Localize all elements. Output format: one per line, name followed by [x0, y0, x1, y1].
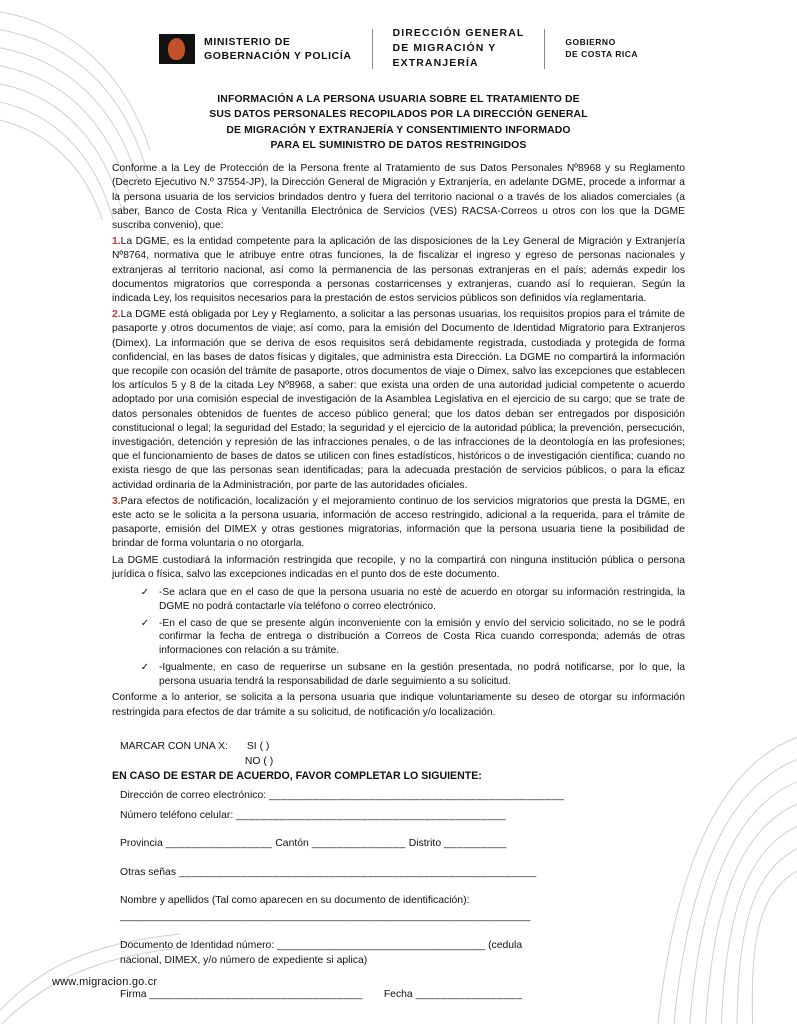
id-field-block[interactable]: [120, 938, 685, 969]
id-input[interactable]: ____________________________________: [277, 939, 486, 951]
title-line-3: DE MIGRACIÓN Y EXTRANJERÍA Y CONSENTIMIENTO INFORMADO: [226, 124, 571, 136]
id-note-2: nacional, DIMEX, y/o número de expediente si aplica): [120, 955, 368, 967]
mark-instruction-row: [120, 739, 685, 754]
bullet-text-1: -Se aclara que en el caso de que la persona usuaria no esté de acuerdo en otorgar su información restringida, la DGME no podrá contactarle vía teléfono o correo electrónico.: [159, 586, 685, 612]
title-line-1: INFORMACIÓN A LA PERSONA USUARIA SOBRE EL TRATAMIENTO DE: [217, 93, 580, 105]
clause-2: [112, 308, 685, 493]
location-field-row[interactable]: [120, 836, 685, 852]
clause-1-text: La DGME, es la entidad competente para la aplicación de las disposiciones de la Ley General de Migración y Extranjería Nº8764, normativa que le atribuye entre otras funciones, la de fiscalizar el ingreso y egreso de personas nacionales y extranjeras al territorio nacional, así como la permanencia de las personas extranjeras en el país; además expedir los documentos migratorios que corresponda a personas costarricenses y extranjeras, cuando así lo requieran. Según la indicada Ley, los requisitos necesarios para la prestación de estos servicios públicos son definidos vía reglamentaria.: [112, 236, 685, 304]
ministry-line-1: MINISTERIO DE: [203, 35, 291, 48]
other-address-row[interactable]: [120, 865, 685, 881]
title-line-2: SUS DATOS PERSONALES RECOPILADOS POR LA DIRECCIÓN GENERAL: [209, 109, 588, 121]
clause-2-number: 2.: [112, 309, 121, 321]
footer-url[interactable]: www.migracion.go.cr: [52, 976, 158, 988]
clause-3b-text: La DGME custodiará la información restringida que recopile, y no la compartirá con ninguna institución pública o persona jurídica o física, salvo las excepciones indicadas en el punto dos de este documento.: [112, 554, 685, 580]
list-item: [140, 661, 685, 689]
clause-1-number: 1.: [112, 236, 121, 248]
name-field-block[interactable]: [120, 893, 685, 924]
dgme-line-1: DIRECCIÓN GENERAL: [392, 27, 525, 39]
signature-row[interactable]: [120, 987, 685, 1003]
clause-1: [112, 235, 685, 306]
checkbox-no[interactable]: NO ( ): [244, 755, 274, 767]
other-label: Otras señas: [120, 866, 177, 878]
date-input[interactable]: _________________: [415, 988, 523, 1000]
other-input[interactable]: _________________________________________________________: [178, 866, 537, 878]
checkmark-icon: ✓: [140, 586, 150, 598]
intro-paragraph: Conforme a la Ley de Protección de la Persona frente al Tratamiento de sus Datos Personales Nº8968 y su Reglamento (Decreto Ejecutivo N.º 37554-JP), la Dirección General de Migración y Extranjería, en adelante DGME, procede a informar a la persona usuaria de los servicios brindados dentro y fuera del territorio nacional o a través de los aliados comerciales (a saber, Banco de Costa Rica y Ventanilla Electrónica de Servicios (VES) RACSA-Correos u otros con los que la DGME suscriba convenio), que:: [112, 163, 685, 231]
dgme-name: [393, 26, 525, 72]
list-item: [140, 617, 685, 658]
list-item: [140, 586, 685, 614]
province-input[interactable]: _________________: [165, 838, 273, 850]
id-note: (cedula: [488, 939, 523, 951]
ministry-name: [204, 35, 352, 63]
closing-paragraph: Conforme a lo anterior, se solicita a la persona usuaria que indique voluntariamente su deseo de otorgar su información restringida para efectos de dar trámite a su solicitud, de notificación y/o localización.: [112, 692, 685, 718]
bullet-text-3: -Igualmente, en caso de requerirse un subsane en la gestión presentada, no podrá notificarse, por lo que, la persona usuaria tendrá la responsabilidad de darle seguimiento a su solicitud.: [159, 661, 685, 687]
province-label: Provincia: [120, 838, 163, 850]
checkbox-yes[interactable]: SI ( ): [246, 740, 270, 752]
checkmark-icon: ✓: [140, 661, 150, 673]
agree-heading: EN CASO DE ESTAR DE ACUERDO, FAVOR COMPLETAR LO SIGUIENTE:: [112, 769, 482, 782]
government-name: [565, 37, 638, 61]
phone-label: Número teléfono celular:: [120, 809, 234, 821]
page-title: [120, 92, 677, 154]
clause-3-text: Para efectos de notificación, localización y el mejoramiento continuo de los servicios migratorios que presta la DGME, en este acto se le solicita a la persona usuaria, información de acceso restringido, adicional a la requerida, para el trámite de pasaporte, emisión del DIMEX y otras gestiones migratorias, información que la persona usuaria tiene la posibilidad de brindar de forma voluntaria o no otorgarla.: [112, 495, 685, 550]
costa-rica-crest-icon: [159, 34, 195, 64]
mark-label: MARCAR CON UNA X:: [120, 740, 228, 752]
name-input[interactable]: _______________________________________________________________________: [120, 910, 531, 922]
mark-no-row: [120, 754, 685, 769]
ministry-line-2: GOBERNACIÓN Y POLICÍA: [203, 49, 352, 62]
consent-form: [112, 730, 685, 1003]
dgme-line-2: DE MIGRACIÓN Y: [392, 42, 497, 55]
ministry-logo-block: [159, 34, 352, 64]
phone-input[interactable]: ___________________________________________: [236, 809, 507, 821]
signature-input[interactable]: __________________________________: [149, 988, 363, 1000]
header-divider-1: [372, 29, 373, 69]
checkmark-icon: ✓: [140, 617, 150, 629]
id-label: Documento de Identidad número:: [120, 939, 275, 951]
email-label: Dirección de correo electrónico:: [120, 789, 267, 801]
bullet-list: [112, 586, 685, 688]
gov-line-2: DE COSTA RICA: [565, 48, 639, 59]
dgme-line-3: EXTRANJERÍA: [392, 57, 479, 70]
document-header: [0, 0, 797, 78]
signature-label: Firma: [120, 988, 147, 1000]
bullet-text-2: -En el caso de que se presente algún inconveniente con la emisión y envío del servicio solicitado, no se le podrá confirmar la fecha de entrega o distribución a Correos de Costa Rica cuando corresponda; además de otras informaciones con relación a su trámite.: [159, 617, 685, 657]
email-field-row[interactable]: [120, 788, 685, 804]
gov-line-1: GOBIERNO: [565, 36, 616, 47]
phone-field-row[interactable]: [120, 808, 685, 824]
canton-input[interactable]: _______________: [311, 838, 406, 850]
title-line-4: PARA EL SUMINISTRO DE DATOS RESTRINGIDOS: [270, 140, 527, 152]
district-label: Distrito: [408, 838, 442, 850]
canton-label: Cantón: [275, 838, 309, 850]
clause-3: [112, 495, 685, 552]
name-label: Nombre y apellidos (Tal como aparecen en su documento de identificación):: [120, 895, 470, 907]
date-label: Fecha: [383, 988, 413, 1000]
district-input[interactable]: __________: [444, 838, 507, 850]
document-body: [112, 162, 685, 720]
email-input[interactable]: _______________________________________________: [269, 789, 565, 801]
header-divider-2: [544, 29, 545, 69]
clause-2-text: La DGME está obligada por Ley y Reglamento, a solicitar a las personas usuarias, los requisitos propios para el trámite de pasaporte y otros documentos de viaje; así como, para la emisión del Documento de Identidad Migratorio para Extranjeros (Dimex). La información que se deriva de esos requisitos será debidamente registrada, custodiada y protegida de forma confidencial, en las bases de datos físicas y digitales, que administra esta Dirección. La DGME no compartirá la información que recopile con ocasión del trámite de pasaporte, otros documentos de viaje o Dimex, salvo las excepciones que establecen los artículos 5 y 8 de la citada Ley Nº8968, a saber: que exista una orden de una autoridad judicial competente o acuerdo adoptado por una comisión especial de investigación de la Asamblea Legislativa en el ejercicio de su cargo; que se trate de datos personales obtenidos de fuentes de acceso público general; que los datos deban ser entregados por disposición constitucional o legal; la seguridad del Estado; la seguridad y el ejercicio de la autoridad pública; la prevención, persecución, investigación, detención y represión de las infracciones penales, o de las infracciones de la deontología en las profesiones; que el funcionamiento de bases de datos se utilicen con fines estadísticos, históricos o de investigación científica; cuando no exista riesgo de que las personas sean identificadas; para la adecuada prestación de servicios públicos, o para la eficaz actividad ordinaria de la Administración, por parte de las autoridades oficiales.: [112, 309, 685, 491]
clause-3-number: 3.: [112, 495, 121, 507]
